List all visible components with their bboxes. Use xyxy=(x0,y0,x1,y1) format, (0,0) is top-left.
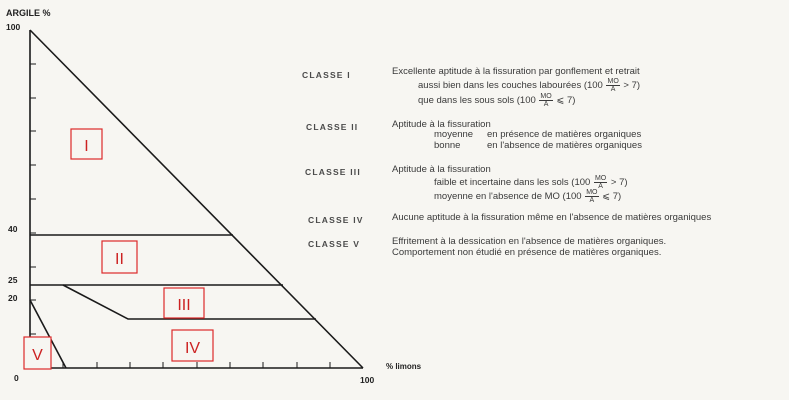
y-tick-100: 100 xyxy=(6,22,21,32)
mo-over-a-fraction: $\frac{MO}{A}$ xyxy=(540,93,552,108)
y-axis-ticks xyxy=(30,64,36,334)
class-ii-bonne-text: en l'absence de matières organiques xyxy=(487,140,642,151)
region-label-v: V xyxy=(32,347,43,364)
class-ii-moyenne-text: en présence de matières organiques xyxy=(487,129,642,140)
y-tick-0: 0 xyxy=(14,373,19,383)
region-label-iii: III xyxy=(177,297,191,314)
mo-over-a-fraction: $\frac{MO}{A}$ xyxy=(586,189,598,204)
legend-class-v: CLASSE V xyxy=(308,239,361,249)
y-tick-25: 25 xyxy=(8,275,18,285)
legend-class-iv: CLASSE IV xyxy=(308,215,364,225)
triangle-hypotenuse xyxy=(30,30,363,368)
region-i xyxy=(71,129,102,159)
region-label-i: I xyxy=(84,138,89,155)
legend-class-ii: CLASSE II xyxy=(306,122,359,132)
class-ii-line-1: Aptitude à la fissuration xyxy=(392,119,491,130)
x-axis-title: % limons xyxy=(386,362,422,371)
x-axis-ticks xyxy=(63,362,330,368)
class-v-line-1: Effritement à la dessication en l'absence de matières organiques. xyxy=(392,236,667,247)
mo-over-a-fraction: $\frac{MO}{A}$ xyxy=(594,175,607,190)
class-ii-moyenne: moyenne xyxy=(434,129,474,140)
y-axis-title: ARGILE % xyxy=(6,8,51,18)
class-i-line-3-end: ⩽ 7) xyxy=(556,95,576,107)
class-iii-line-3-text: moyenne en l'absence de MO (100 xyxy=(434,191,582,203)
region-label-ii: II xyxy=(115,251,124,268)
class-i-line-2-text: aussi bien dans les couches labourées (100 xyxy=(418,80,603,92)
region-v xyxy=(24,337,51,369)
class-i-line-1: Excellente aptitude à la fissuration par gonflement et retrait xyxy=(392,66,640,77)
region-iv xyxy=(172,330,213,361)
class-v-line-2: Comportement non étudié en présence de matières organiques. xyxy=(392,247,662,258)
class-iii-line-2-end: > 7) xyxy=(610,177,628,189)
mo-over-a-fraction: $\frac{MO}{A}$ xyxy=(607,78,619,93)
region-ii xyxy=(102,241,137,273)
x-tick-100: 100 xyxy=(360,375,375,385)
region-label-iv: IV xyxy=(184,340,201,357)
y-tick-40: 40 xyxy=(8,224,18,234)
class-iii-line-3-end: ⩽ 7) xyxy=(602,191,622,203)
legend-class-iii: CLASSE III xyxy=(305,167,361,177)
class-ii-bonne: bonne xyxy=(434,140,461,151)
legend-class-i: CLASSE I xyxy=(302,70,351,80)
y-tick-20: 20 xyxy=(8,293,18,303)
class-iv-line-1: Aucune aptitude à la fissuration même en l'absence de matières organiques xyxy=(392,212,712,223)
region-iii xyxy=(164,288,204,318)
class-iii-line-1: Aptitude à la fissuration xyxy=(392,164,491,175)
class-i-line-3-text: que dans les sous sols (100 xyxy=(418,95,536,107)
class-iii-line-2-text: faible et incertaine dans les sols (100 xyxy=(434,177,591,189)
class-i-line-2-end: > 7) xyxy=(623,80,641,92)
